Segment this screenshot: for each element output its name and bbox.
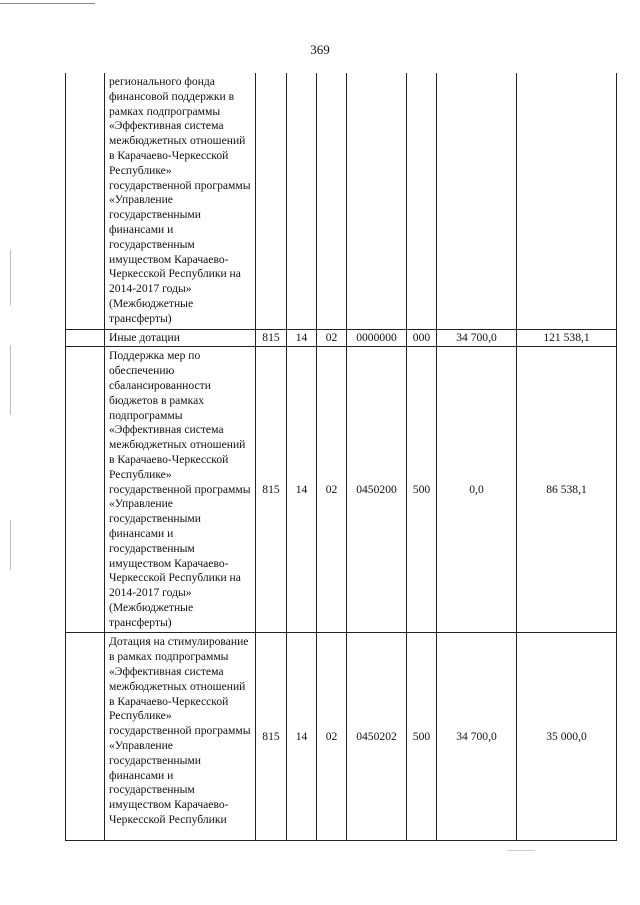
scan-mark: [507, 850, 535, 851]
section-cell: [287, 73, 317, 329]
sum-2-cell: 35 000,0: [517, 633, 617, 841]
margin-mark: [10, 520, 11, 570]
subsection-cell: 02: [317, 347, 347, 633]
sum-2-cell: [517, 73, 617, 329]
subsection-cell: 02: [317, 329, 347, 347]
section-cell: 14: [287, 347, 317, 633]
target-cell: [347, 73, 407, 329]
expense-type-cell: 500: [407, 633, 437, 841]
expense-type-cell: 500: [407, 347, 437, 633]
description-cell: Иные дотации: [105, 329, 256, 347]
margin-mark: [10, 250, 11, 305]
row-number-cell: [66, 73, 105, 329]
ministry-cell: 815: [256, 347, 287, 633]
expense-type-cell: [407, 73, 437, 329]
subsection-cell: 02: [317, 633, 347, 841]
section-cell: 14: [287, 329, 317, 347]
expense-type-cell: 000: [407, 329, 437, 347]
ministry-cell: [256, 73, 287, 329]
sum-1-cell: 34 700,0: [437, 633, 517, 841]
description-cell: Поддержка мер по обеспечению сбалансированности бюджетов в рамках подпрограммы «Эффективная система межбюджетных отношений в Карачаево-Черкесской Республике» государственной программы «Управление государственными финансами и государственным имуществом Карачаево-Черкесской Республики на 2014-2017 годы» (Межбюджетные трансферты): [105, 347, 256, 633]
budget-table: [65, 73, 617, 841]
table-row: [66, 329, 617, 347]
target-cell: 0000000: [347, 329, 407, 347]
top-rule: [0, 3, 95, 4]
sum-1-cell: [437, 73, 517, 329]
sum-2-cell: 121 538,1: [517, 329, 617, 347]
ministry-cell: 815: [256, 633, 287, 841]
target-cell: 0450200: [347, 347, 407, 633]
description-cell: регионального фонда финансовой поддержки в рамках подпрограммы «Эффективная система межбюджетных отношений в Карачаево-Черкесской Республике» государственной программы «Управление государственными финансами и государственным имуществом Карачаево-Черкесской Республики на 2014-2017 годы» (Межбюджетные трансферты): [105, 73, 256, 329]
margin-mark: [10, 345, 11, 415]
sum-1-cell: 0,0: [437, 347, 517, 633]
target-cell: 0450202: [347, 633, 407, 841]
ministry-cell: 815: [256, 329, 287, 347]
table-row: [66, 633, 617, 841]
row-number-cell: [66, 633, 105, 841]
subsection-cell: [317, 73, 347, 329]
section-cell: 14: [287, 633, 317, 841]
page-number: 369: [310, 42, 330, 57]
sum-2-cell: 86 538,1: [517, 347, 617, 633]
table-row: [66, 347, 617, 633]
row-number-cell: [66, 329, 105, 347]
table-row: [66, 73, 617, 329]
description-cell: Дотация на стимулирование в рамках подпрограммы «Эффективная система межбюджетных отношений в Карачаево-Черкесской Республике» государственной программы «Управление государственными финансами и государственным имуществом Карачаево-Черкесской Республики: [105, 633, 256, 841]
sum-1-cell: 34 700,0: [437, 329, 517, 347]
row-number-cell: [66, 347, 105, 633]
